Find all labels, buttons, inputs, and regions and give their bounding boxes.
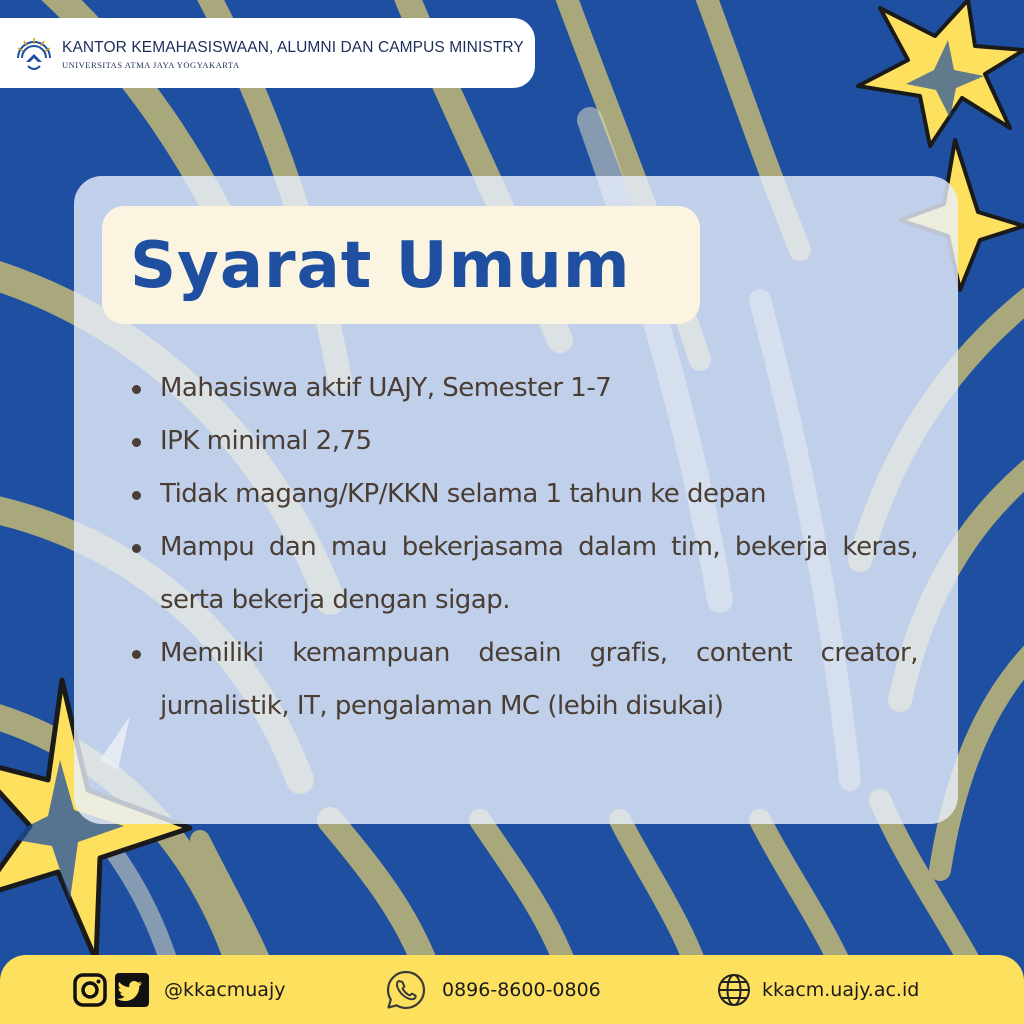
phone-group	[384, 955, 601, 1024]
phone-number[interactable]: 0896-8600-0806	[442, 978, 601, 1001]
whatsapp-icon[interactable]	[384, 968, 428, 1012]
instagram-icon[interactable]	[72, 972, 108, 1008]
list-item: Mampu dan mau bekerjasama dalam tim, bekerja keras, serta bekerja dengan sigap.	[130, 521, 918, 627]
globe-icon[interactable]	[716, 972, 752, 1008]
website-link[interactable]: kkacm.uajy.ac.id	[762, 978, 920, 1001]
twitter-icon[interactable]	[114, 972, 150, 1008]
page-title: Syarat Umum	[130, 229, 631, 303]
list-item: Memiliki kemampuan desain grafis, content creator, jurnalistik, IT, pengalaman MC (lebih disukai)	[130, 627, 918, 733]
header-bar	[0, 18, 535, 88]
list-item: Mahasiswa aktif UAJY, Semester 1-7	[130, 362, 918, 415]
list-item: Tidak magang/KP/KKN selama 1 tahun ke depan	[130, 468, 918, 521]
header-subtitle: UNIVERSITAS ATMA JAYA YOGYAKARTA	[62, 60, 240, 70]
social-group	[72, 955, 285, 1024]
footer	[0, 955, 1024, 1024]
requirements-list	[130, 362, 918, 733]
list-item: IPK minimal 2,75	[130, 415, 918, 468]
social-handle[interactable]: @kkacmuajy	[164, 978, 286, 1001]
uajy-logo-icon	[12, 32, 56, 76]
website-group	[716, 955, 919, 1024]
header-title: KANTOR KEMAHASISWAAN, ALUMNI DAN CAMPUS MINISTRY	[62, 39, 524, 56]
